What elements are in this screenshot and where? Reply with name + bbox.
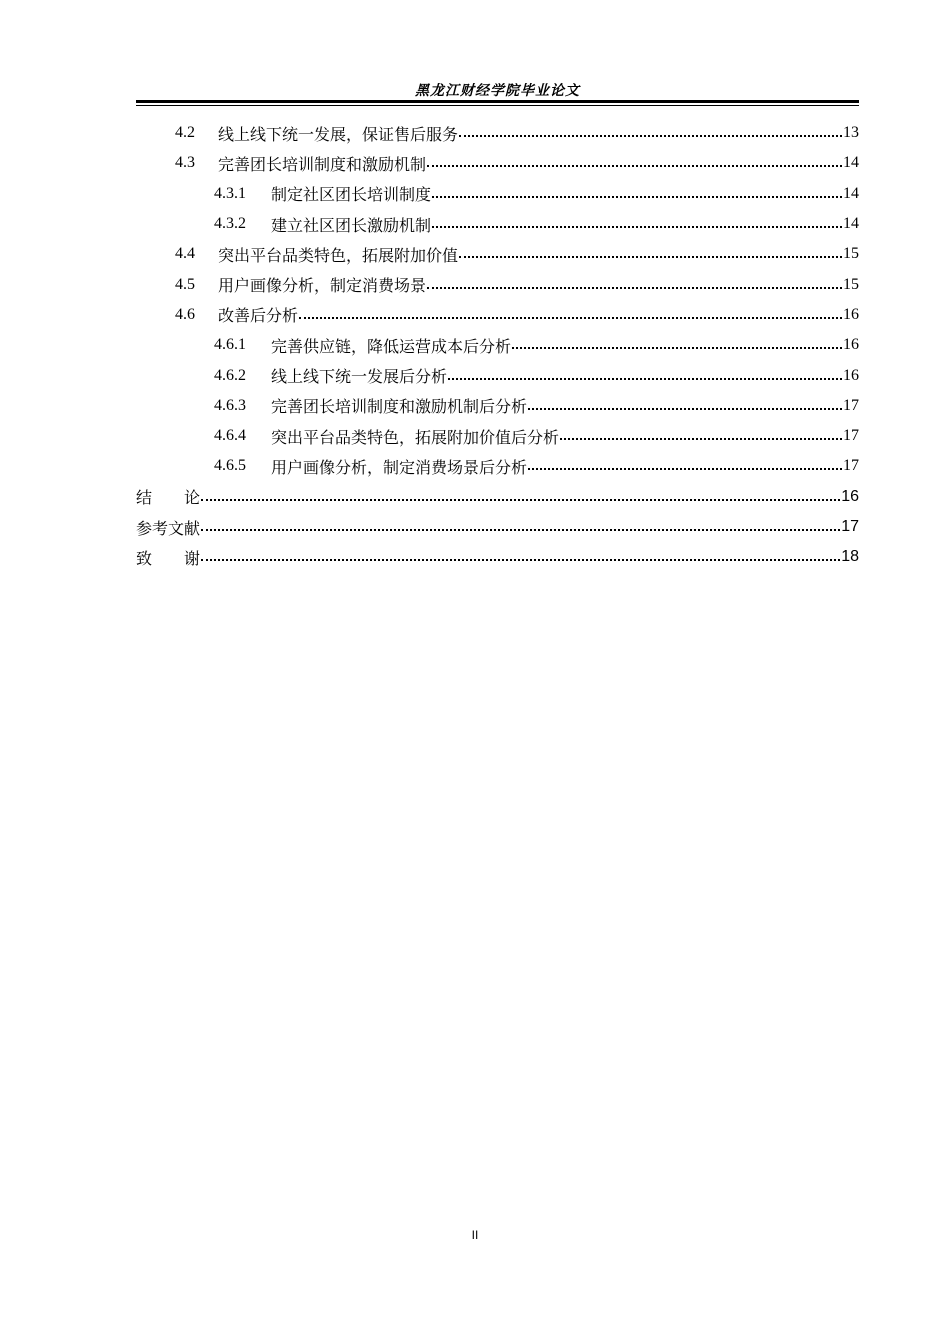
toc-entry-number: 4.6.5 xyxy=(214,457,246,475)
toc-dot-leader xyxy=(448,378,842,380)
toc-dot-leader xyxy=(528,468,842,470)
toc-entry-page: 16 xyxy=(841,487,859,505)
toc-dot-leader xyxy=(432,196,842,198)
toc-entry[interactable] xyxy=(136,179,859,209)
toc-dot-leader xyxy=(459,135,842,137)
toc-entry-page: 16 xyxy=(843,366,859,384)
running-header-title: 黑龙江财经学院毕业论文 xyxy=(415,83,580,99)
toc-entry-number: 4.3 xyxy=(175,154,195,172)
toc-entry[interactable] xyxy=(136,360,859,390)
toc-entry-title: 改善后分析 xyxy=(218,306,299,326)
toc-entry-title: 致 谢 xyxy=(136,548,201,568)
toc-dot-leader xyxy=(427,287,842,289)
toc-entry-page: 14 xyxy=(843,154,859,172)
toc-dot-leader xyxy=(299,317,842,319)
toc-entry-page: 17 xyxy=(843,427,859,445)
toc-dot-leader xyxy=(459,256,842,258)
header-rule-thick xyxy=(136,100,859,103)
toc-entry-page: 16 xyxy=(843,336,859,354)
toc-entry-page: 16 xyxy=(843,305,859,323)
toc-entry-title: 结 论 xyxy=(136,488,201,508)
toc-entry-page: 18 xyxy=(841,548,859,566)
toc-dot-leader xyxy=(528,408,842,410)
toc-entry-number: 4.6.3 xyxy=(214,396,246,414)
footer-page-number: II xyxy=(471,1228,479,1242)
toc-entry[interactable] xyxy=(136,330,859,360)
toc-entry-title: 线上线下统一发展，保证售后服务 xyxy=(218,124,459,144)
toc-entry[interactable] xyxy=(136,391,859,421)
toc-entry-page: 14 xyxy=(843,215,859,233)
toc-entry[interactable] xyxy=(136,118,859,148)
toc-entry-title: 完善团长培训制度和激励机制 xyxy=(218,154,427,174)
toc-entry-page: 15 xyxy=(843,245,859,263)
toc-entry[interactable] xyxy=(136,239,859,269)
table-of-contents xyxy=(136,118,859,572)
toc-entry-number: 4.4 xyxy=(175,245,195,263)
toc-entry[interactable] xyxy=(136,451,859,481)
toc-entry-title: 线上线下统一发展后分析 xyxy=(271,367,448,387)
toc-entry[interactable] xyxy=(136,300,859,330)
toc-entry[interactable] xyxy=(136,482,859,512)
toc-dot-leader xyxy=(427,165,842,167)
toc-entry-title: 用户画像分析，制定消费场景后分析 xyxy=(271,457,528,477)
toc-entry-page: 13 xyxy=(843,124,859,142)
header-rule-thin xyxy=(136,105,859,106)
toc-entry-number: 4.2 xyxy=(175,124,195,142)
toc-entry-number: 4.6.2 xyxy=(214,366,246,384)
toc-entry-number: 4.6 xyxy=(175,305,195,323)
toc-entry-number: 4.3.1 xyxy=(214,184,246,202)
toc-dot-leader xyxy=(201,559,840,561)
toc-entry-page: 17 xyxy=(841,518,859,535)
toc-entry[interactable] xyxy=(136,512,859,542)
toc-entry-title: 建立社区团长激励机制 xyxy=(271,215,432,235)
toc-entry[interactable] xyxy=(136,542,859,572)
toc-entry-title: 用户画像分析，制定消费场景 xyxy=(218,276,427,296)
toc-entry-title: 完善团长培训制度和激励机制后分析 xyxy=(271,397,528,417)
toc-entry[interactable] xyxy=(136,421,859,451)
toc-entry-number: 4.3.2 xyxy=(214,215,246,233)
toc-entry-page: 15 xyxy=(843,275,859,293)
toc-entry[interactable] xyxy=(136,148,859,178)
toc-entry[interactable] xyxy=(136,269,859,299)
toc-entry-title: 突出平台品类特色，拓展附加价值 xyxy=(218,245,459,265)
toc-dot-leader xyxy=(560,438,842,440)
toc-entry-page: 17 xyxy=(843,396,859,414)
toc-entry-title: 完善供应链，降低运营成本后分析 xyxy=(271,336,512,356)
toc-entry-title: 参考文献 xyxy=(136,518,201,538)
toc-entry-page: 14 xyxy=(843,184,859,202)
toc-dot-leader xyxy=(432,226,842,228)
toc-dot-leader xyxy=(201,499,840,501)
toc-entry-title: 突出平台品类特色，拓展附加价值后分析 xyxy=(271,427,560,447)
toc-entry-page: 17 xyxy=(843,457,859,475)
toc-dot-leader xyxy=(512,347,842,349)
toc-entry-number: 4.5 xyxy=(175,275,195,293)
toc-dot-leader xyxy=(201,529,840,531)
toc-entry[interactable] xyxy=(136,209,859,239)
toc-entry-number: 4.6.4 xyxy=(214,427,246,445)
toc-entry-title: 制定社区团长培训制度 xyxy=(271,185,432,205)
toc-entry-number: 4.6.1 xyxy=(214,336,246,354)
